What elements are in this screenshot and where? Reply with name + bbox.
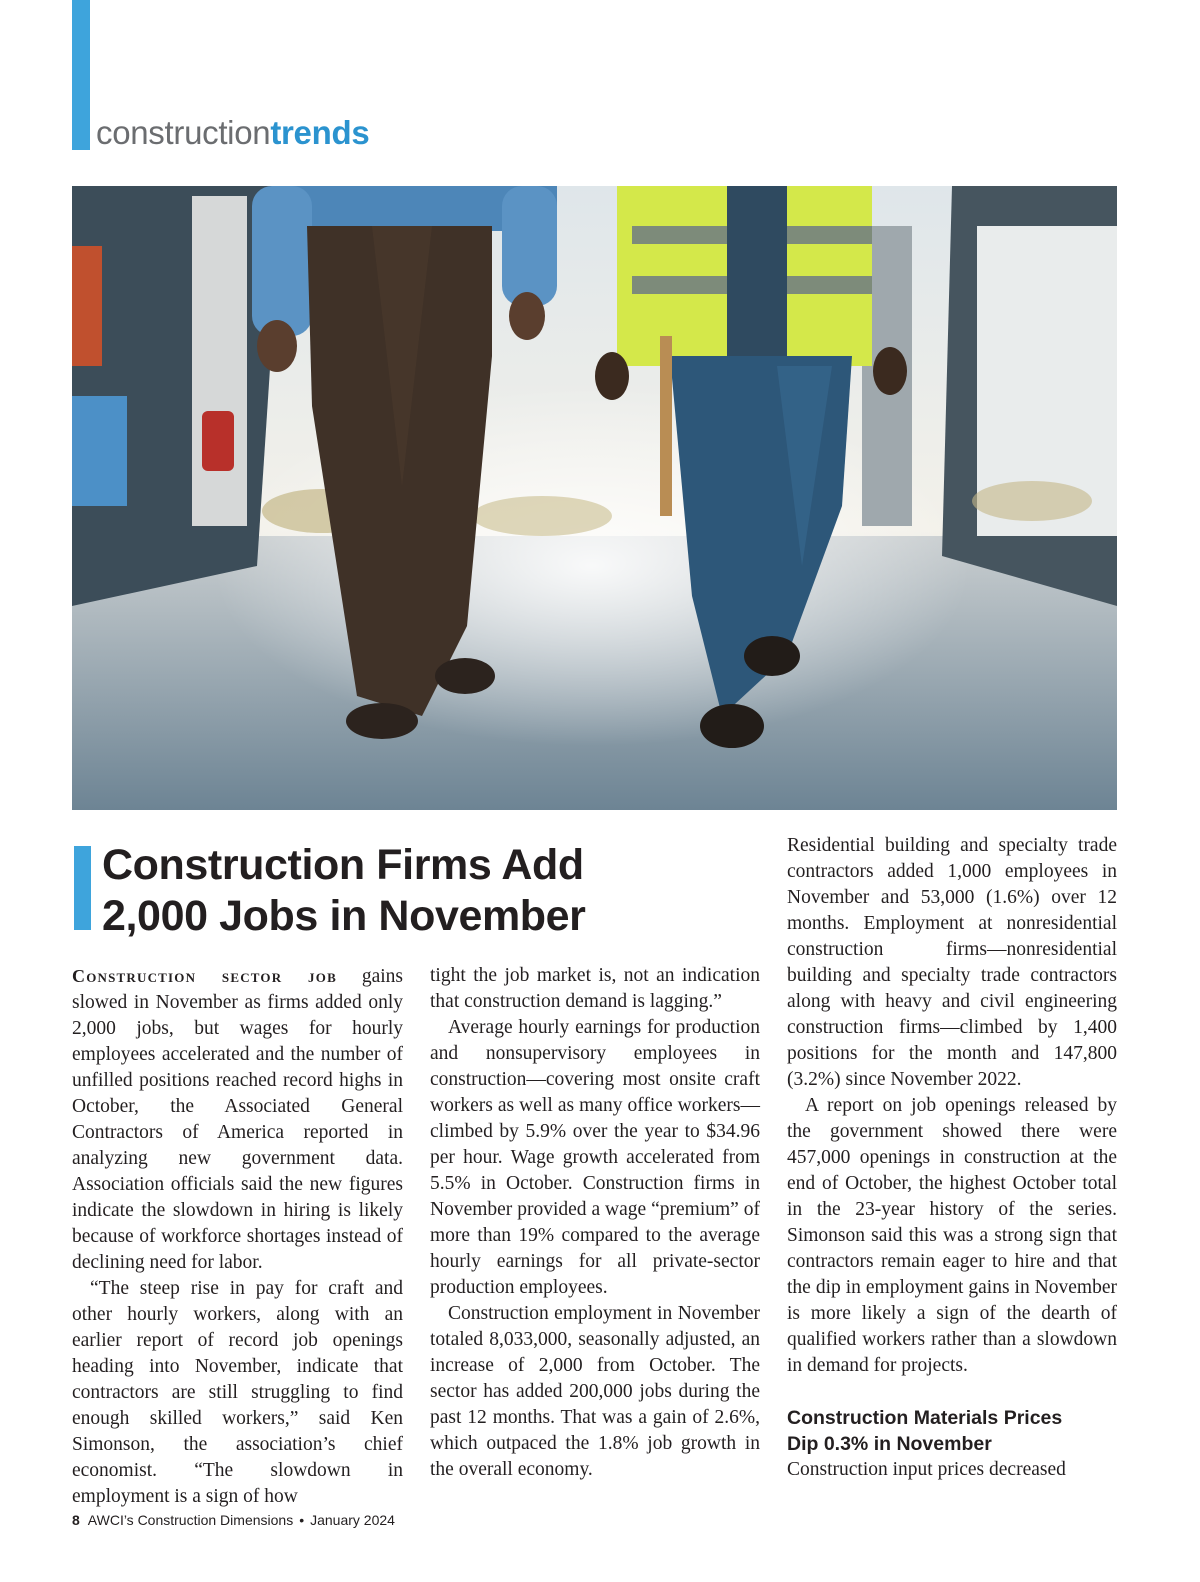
section-accent-bar — [72, 0, 90, 150]
section-heading-light: construction — [96, 114, 271, 151]
paragraph: A report on job openings released by the government showed there were 457,000 openings in construction at the end of October, the highest October total in the 23-year history of the series. Simonson said this was a strong sign that contractors remain eager to hire and that the dip in employment gains in November is more likely a sign of the dearth of qualified workers rather than a slowdown in demand for projects. — [787, 1095, 1117, 1376]
paragraph: Construction employment in November totaled 8,033,000, seasonally adjusted, an increase of 2,000 from October. The sector has added 200,000 jobs during the past 12 months. That was a gain of 2.6%, which outpaced the 1.8% job growth in the overall economy. — [430, 1303, 760, 1480]
paragraph-text: gains slowed in November as firms added only 2,000 jobs, but wages for hourly employees accelerated and the number of unfilled positions reached record highs in October, the Associated General Contractors of America reported in analyzing new government data. Association officials said the new figures indicate the slowdown in hiring is likely because of workforce shortages instead of declining need for labor. — [72, 966, 403, 1273]
subheading — [787, 1405, 1117, 1457]
paragraph: Average hourly earnings for production and nonsupervisory employees in construction—covering most onsite craft workers as well as many office workers—climbed by 5.9% over the year to $34.96 per hour. Wage growth accelerated from 5.5% in October. Construction firms in November provided a wage “premium” of more than 19% compared to the average hourly earnings for all private-sector production employees. — [430, 1017, 760, 1298]
page-footer — [72, 1512, 395, 1528]
article-column-2 — [430, 963, 760, 1483]
section-heading-bold: trends — [270, 114, 370, 151]
paragraph: tight the job market is, not an indication that construction demand is lagging.” — [430, 965, 760, 1012]
headline-line-1: Construction Firms Add — [102, 841, 584, 889]
issue-date: January 2024 — [310, 1512, 395, 1528]
paragraph: Residential building and specialty trade contractors added 1,000 employees in November and 53,000 (1.6%) over 12 months. Employment at nonresidential construction firms—nonresidential building and specialty trade contractors along with heavy and civil engineering construction firms—climbed by 1,400 positions for the month and 147,800 (3.2%) since November 2022. — [787, 835, 1117, 1090]
photo-illustration — [72, 186, 1117, 810]
headline-accent-bar — [74, 846, 91, 930]
fire-extinguisher-icon — [202, 411, 234, 471]
lead-in: Construction sector job — [72, 966, 337, 986]
section-heading — [96, 116, 369, 149]
article-column-3 — [787, 833, 1117, 1483]
paragraph — [72, 963, 403, 1276]
footer-separator: • — [299, 1512, 305, 1528]
page-number: 8 — [72, 1512, 80, 1528]
article-headline — [102, 840, 632, 942]
subheading-line-1: Construction Materials Prices — [787, 1407, 1063, 1429]
article-column-1 — [72, 963, 403, 1510]
publication-name: AWCI’s Construction Dimensions — [87, 1512, 294, 1528]
headline-line-2: 2,000 Jobs in November — [102, 892, 586, 940]
construction-workers-photo — [72, 186, 1117, 810]
subheading-line-2: Dip 0.3% in November — [787, 1433, 992, 1455]
paragraph: “The steep rise in pay for craft and other hourly workers, along with an earlier report of record job openings heading into November, indicate that contractors are still struggling to find enough skilled workers,” said Ken Simonson, the association’s chief economist. “The slowdown in employment is a sign of how — [72, 1278, 403, 1507]
paragraph: Construction input prices decreased — [787, 1459, 1066, 1480]
